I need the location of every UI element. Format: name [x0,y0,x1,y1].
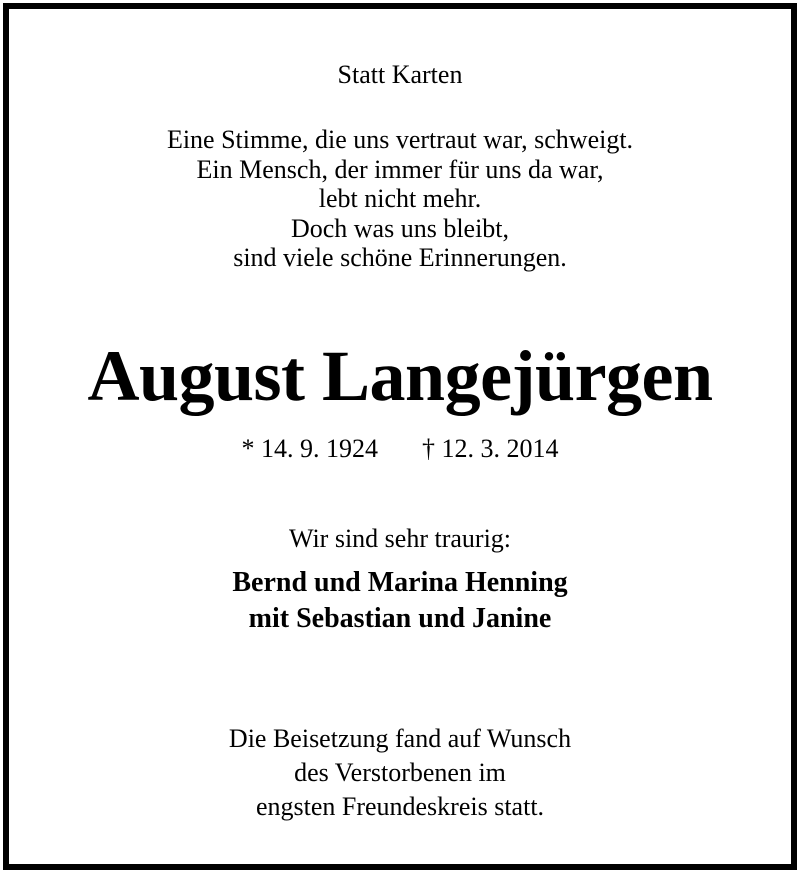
burial-line: des Verstorbenen im [294,758,506,787]
burial-note [0,722,800,824]
verse-line: Doch was uns bleibt, [290,213,510,243]
verse-line: Eine Stimme, die uns vertraut war, schweigt. [166,125,634,154]
deceased-name: August Langejürgen [87,336,713,416]
verse-line: Ein Mensch, der immer für uns da war, [196,154,604,184]
mourning-line: Wir sind sehr traurig: [288,524,512,553]
family-line: mit Sebastian und Janine [248,603,552,634]
death-date: † 12. 3. 2014 [422,434,559,463]
burial-line: Die Beisetzung fand auf Wunsch [228,724,572,753]
family-names [0,565,800,637]
birth-date: * 14. 9. 1924 [241,434,378,463]
family-line: Bernd und Marina Henning [232,567,568,598]
burial-line: engsten Freundeskreis statt. [255,792,545,821]
verse-block [0,125,800,273]
intro-text: Statt Karten [337,60,463,89]
life-dates [0,434,800,464]
verse-line: sind viele schöne Erinnerungen. [233,243,567,272]
verse-line: lebt nicht mehr. [318,184,482,213]
